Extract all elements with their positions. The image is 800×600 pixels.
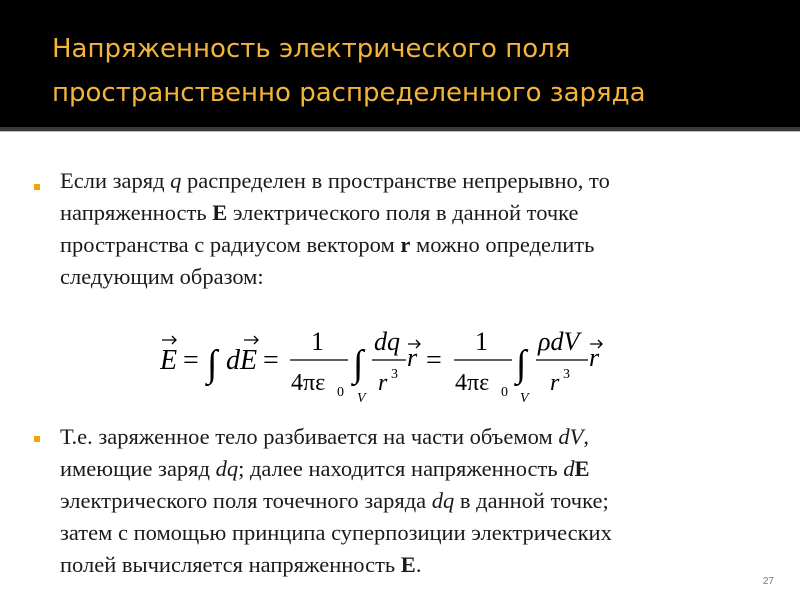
text: имеющие заряд	[60, 456, 216, 481]
formula-numerator-2: 1	[475, 327, 488, 356]
title-divider-light	[0, 131, 800, 132]
text: можно определить	[410, 232, 595, 257]
formula-power-3: 3	[563, 367, 570, 382]
text: следующим образом:	[60, 264, 264, 289]
vector-r: r	[400, 232, 411, 257]
formula-equals-2: =	[263, 345, 279, 376]
formula-integral-1: ∫	[207, 343, 218, 385]
title-bar	[0, 0, 800, 127]
text: пространства с радиусом вектором	[60, 232, 401, 257]
text: в данной точке;	[454, 488, 609, 513]
formula-r-vec-1: r	[407, 343, 418, 372]
text: распределен в пространстве непрерывно, то	[181, 168, 610, 193]
slide-title-line-2: пространственно распределенного заряда	[52, 78, 646, 108]
formula-r-1: r	[378, 370, 388, 396]
field-formula	[160, 322, 620, 417]
formula-V-2: V	[520, 391, 529, 406]
text: полей вычисляется напряженность	[60, 552, 401, 577]
vector-E: E	[400, 552, 416, 577]
var-dV: dV	[558, 424, 584, 449]
slide-title	[52, 27, 646, 115]
formula-numerator-1: 1	[311, 327, 324, 356]
bullet-marker-1	[34, 184, 40, 190]
formula-dq: dq	[374, 327, 400, 356]
text: затем с помощью принципа суперпозиции электрических	[60, 520, 612, 545]
text: электрического поля точечного заряда	[60, 488, 432, 513]
formula-integral-2: ∫	[353, 343, 364, 385]
formula-denominator-2: 4πε	[455, 370, 490, 396]
formula-rho-dV: ρdV	[538, 327, 580, 356]
formula-equals-1: =	[183, 345, 199, 376]
text: Если заряд	[60, 168, 171, 193]
formula-integral-3: ∫	[516, 343, 527, 385]
paragraph-1	[60, 165, 610, 293]
vector-E: E	[212, 200, 228, 225]
text: напряженность	[60, 200, 213, 225]
vector-arrow-icon	[162, 336, 176, 344]
formula-dE: dE	[226, 345, 258, 376]
var-dq: dq	[215, 456, 239, 481]
formula-subscript-0: 0	[337, 385, 344, 400]
var-q: q	[170, 168, 182, 193]
formula-svg	[160, 322, 620, 412]
formula-denominator-1: 4πε	[291, 370, 326, 396]
text: Т.е. заряженное тело разбивается на части объемом	[60, 424, 559, 449]
var-dq: dq	[431, 488, 455, 513]
text: ; далее находится напряженность	[238, 456, 564, 481]
text: электрического поля в данной точке	[227, 200, 579, 225]
text: .	[415, 552, 422, 577]
formula-E: E	[160, 345, 178, 376]
formula-equals-3: =	[426, 345, 442, 376]
formula-V-1: V	[357, 391, 366, 406]
slide-title-line-1: Напряженность электрического поля	[52, 34, 571, 64]
formula-subscript-0: 0	[501, 385, 508, 400]
formula-power-3: 3	[391, 367, 398, 382]
var-d: d	[563, 456, 575, 481]
page-number: 27	[762, 576, 774, 587]
formula-r-vec-2: r	[589, 343, 600, 372]
paragraph-2	[60, 421, 612, 581]
vector-E: E	[574, 456, 590, 481]
formula-r-2: r	[550, 370, 560, 396]
vector-arrow-icon	[244, 336, 258, 344]
bullet-marker-2	[34, 436, 40, 442]
text: ,	[583, 424, 589, 449]
